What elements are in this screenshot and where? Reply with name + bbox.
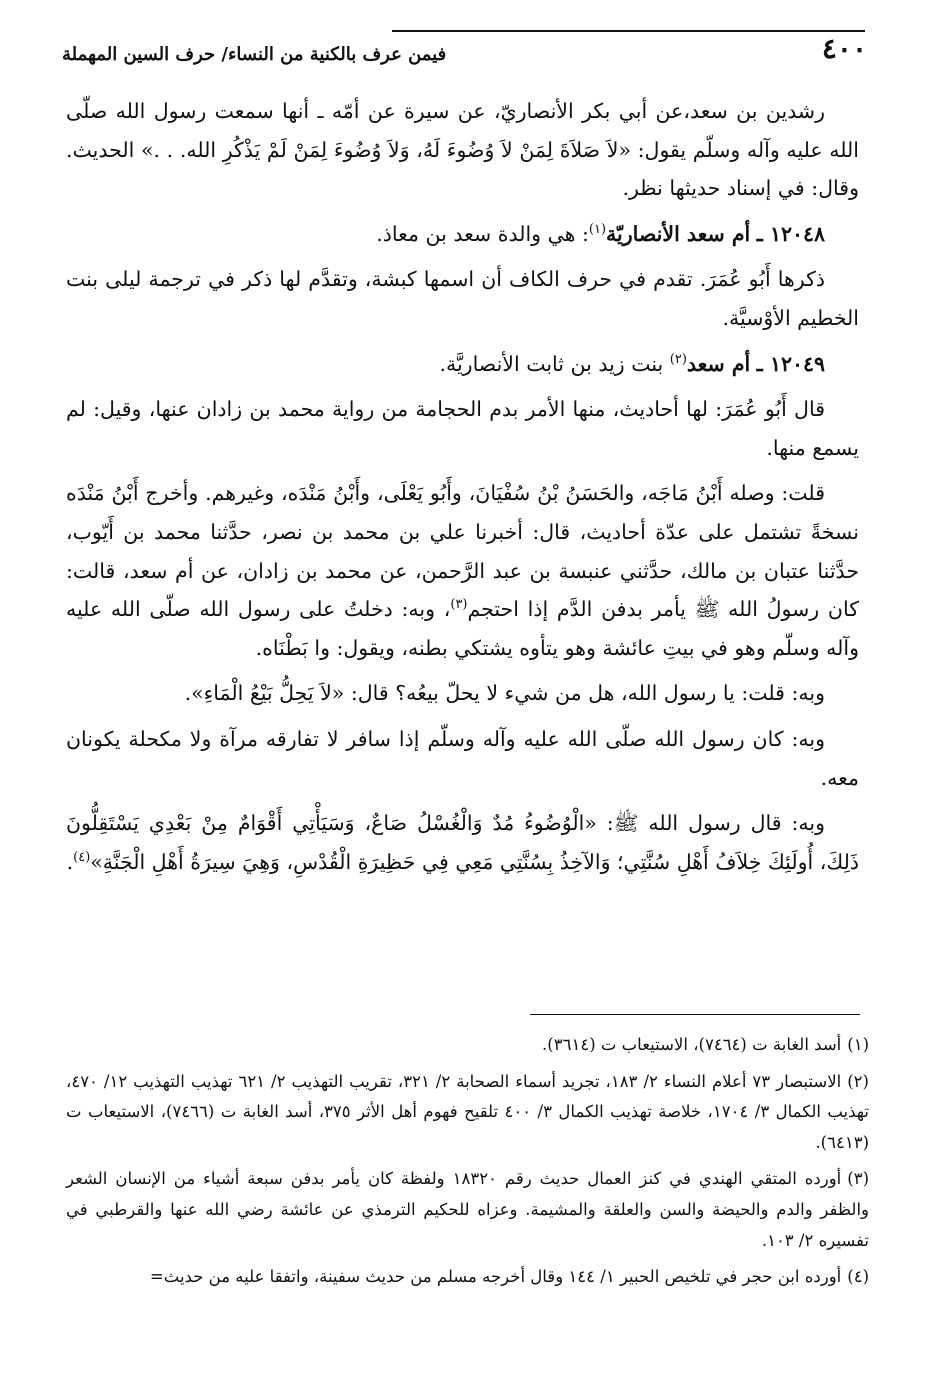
footnote-text: أسد الغابة ت (٧٤٦٤)، الاستيعاب ت (٣٦١٤). [542,1035,842,1054]
entry-text: بنت زيد بن ثابت الأنصاريَّة. [439,351,670,376]
footnote-marker: (٢) [847,1071,869,1091]
entry-12049 [66,345,859,384]
footnote-marker: (١) [847,1035,869,1054]
footnote-text: الاستبصار ٧٣ أعلام النساء ٢/ ١٨٣، تجريد أسماء الصحابة ٢/ ٣٢١، تقريب التهذيب ٢/ ٦٢١ تهذيب التهذيب ١٢/ ٤٧٠، تهذيب الكمال ٣/ ١٧٠٤، خلاصة تهذيب الكمال ٣/ ٤٠٠ تلقيح فهوم أهل الأثر ٣٧٥، أسد الغابة ت (٧٤٦٦)، الاستيعاب ت (٦٤١٣). [66,1071,870,1152]
paragraph [66,804,859,881]
running-title: فيمن عرف بالكنية من النساء/ حرف السين المهملة [62,44,447,65]
entry-name: أم سعد [686,351,751,376]
paragraph: رشدين بن سعد،عن أبي بكر الأنصاريّ، عن سيرة عن أمّه ـ أنها سمعت رسول الله صلّى الله عليه وآله وسلّم يقول: «لاَ صَلاَةَ لِمَنْ لاَ وُضُوءَ لَهُ، وَلاَ وُضُوءَ لِمَنْ لَمْ يَذْكُرِ الله. . .» الحديث. وقال: في إسناد حديثها نظر. [66,99,859,201]
main-text [66,92,859,888]
footnote-ref[interactable]: (٤) [73,849,91,865]
footnote-rule [530,1014,860,1015]
footnote-ref[interactable]: (٢) [669,351,687,367]
entry-number: ١٢٠٤٨ ـ [756,221,825,246]
footnote [66,1164,869,1256]
footnote-ref[interactable]: (١) [588,221,607,237]
page-header [62,32,873,72]
footnote [66,1262,869,1293]
entry-text: : هي والدة سعد بن معاذ. [376,221,589,246]
entry-12048 [66,215,859,254]
footnote-text: أورده ابن حجر في تلخيص الحبير ١/ ١٤٤ وقال أخرجه مسلم من حديث سفينة، واتفقا عليه من حديث= [149,1267,842,1287]
entry-number: ١٢٠٤٩ ـ [756,351,825,376]
paragraph: قال أَبُو عُمَرَ: لها أحاديث، منها الأمر بدم الحجامة من رواية محمد بن زادان عنها، وقيل: لم يسمع منها. [66,397,859,460]
footnote [66,1067,869,1159]
footnote [66,1030,869,1061]
footnotes [66,1030,869,1299]
footnote-ref[interactable]: (٣) [450,597,468,613]
paragraph [66,474,859,667]
paragraph: وبه: قلت: يا رسول الله، هل من شيء لا يحلّ بيعُه؟ قال: «لاَ يَحِلُّ بَيْعُ الْمَاءِ». [184,681,825,706]
page-number: ٤٠٠ [821,32,867,65]
paragraph-text: . [66,849,74,874]
header-rule [392,30,865,32]
paragraph: وبه: كان رسول الله صلّى الله عليه وآله وسلّم إذا سافر لا تفارقه مرآة ولا مكحلة يكونان معه. [66,726,859,790]
paragraph-text: وبه: قال رسول الله ﷺ: «الْوُضُوءُ مُدٌ وَالْغُسْلُ صَاعٌ، وَسَيَأْتِي أَقْوَامٌ مِنْ بَعْدِي يَسْتَقِلُّونَ ذَلِكَ، أُولَئِكَ خِلاَفُ أَهْلِ سُنَّتِي؛ وَالآخِذُ بِسُنَّتِي مَعِي فِي حَظِيرَةِ الْقُدْسِ، وَهِيَ سِيرَةُ أَهْلِ الْجَنَّةِ» [66,811,859,874]
paragraph-text: قلت: وصله أَبْنُ مَاجَه، والحَسَنُ بْنُ سُفْيَانَ، وأَبُو يَعْلَى، وأَبْنُ مَنْدَه، وغيرهم. وأخرج أَبْنُ مَنْدَه نسخةً تشتمل على عدّة أحاديث، قال: أخبرنا علي بن محمد بن نصر، حدَّثنا محمد بن أَيّوب، حدَّثنا عتبان بن مالك، حدَّثني عنبسة بن عبد الرَّحمن، عن محمد بن زادان، عن أم سعد، قالت: كان رسولُ الله ﷺ يأمر بدفن الدَّم إذا احتجم [66,481,859,622]
paragraph-text: ، وبه: دخلتُ على رسول الله صلّى الله عليه وآله وسلّم وهو في بيتِ عائشة وهو يتأوه يشتكي بطنه، ويقول: وا بَطْنَاه. [66,597,859,660]
paragraph: ذكرها أَبُو عُمَرَ. تقدم في حرف الكاف أن اسمها كبشة، وتقدَّم لها ذكر في ترجمة ليلى بنت الخطيم الأوْسيَّة. [66,267,859,330]
entry-name: أم سعد الأنصاريّة [606,221,751,246]
footnote-marker: (٤) [847,1267,869,1287]
footnote-text: أورده المتقي الهندي في كنز العمال حديث رقم ١٨٣٢٠ ولفظة كان يأمر بدفن سبعة أشياء من الإنسان الشعر والظفر والدم والحيضة والسن والعلقة والمشيمة. وعزاه للحكيم الترمذي عن عائشة رضي الله عنها والقرطبي في تفسيره ٢/ ١٠٣. [66,1169,869,1250]
footnote-marker: (٣) [847,1169,870,1189]
